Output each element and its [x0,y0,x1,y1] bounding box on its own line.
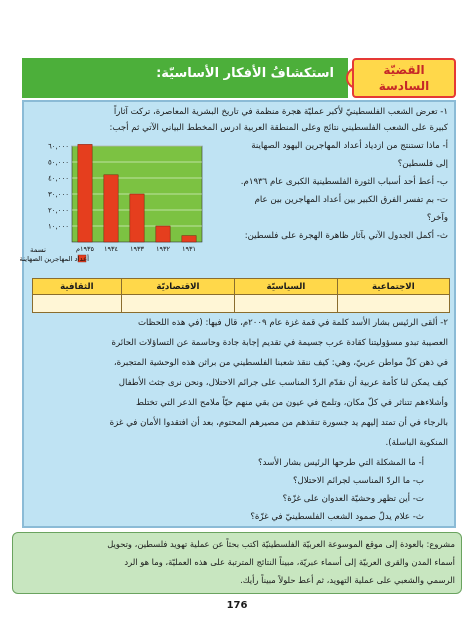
table-cell-political[interactable] [235,295,338,313]
y-tick-label: ٤٠,٠٠٠ [47,174,69,183]
table-cell-social[interactable] [337,295,449,313]
x-tick-label: ١٩٣١ [182,245,196,253]
x-tick-label: ١٩٣٢ [156,245,170,253]
q1-a-line-1: أ- ماذا تستنتج من ازدياد أعداد المهاجرين اليهود الصهاينة [251,141,448,151]
chart-bar [104,175,118,242]
table-header-social: الاجتماعية [337,279,449,295]
q2-d: ث- علام يدلّ صمود الشعب الفلسطينيّ في غزّة؟ [250,512,424,522]
immigration-bar-chart [19,142,206,266]
page-number: 176 [226,600,248,611]
y-tick-label: ٦٠,٠٠٠ [47,142,69,151]
y-tick-label: ٣٠,٠٠٠ [47,190,69,199]
topic-line-1: القضيّة [383,63,425,77]
q1-line-1: ١- تعرض الشعب الفلسطينيّ لأكبر عمليّة هجرة منظمة في تاريخ البشرية المعاصرة، تركت آثاراً [113,107,448,117]
q2-line-2: العصيبة تبدو مسؤوليتنا كقادة عرب جسيمة في تقديم إجابة جادة وحاسمة عن التساؤلات الحائرة [111,338,448,348]
legend-label: أعداد المهاجرين الصهاينة [19,255,89,263]
q2-line-7: المنكوبة الباسلة). [385,438,448,448]
effects-table [32,278,450,313]
q2-b: ب- ما الردّ المناسب لجرائم الاحتلال؟ [292,476,424,486]
q2-line-5: وأشلاءهم تتناثر في كلّ مكان، وتلمح في عيون من بقي منهم حيّاً ملامح الذعر التي تختلط [135,398,448,408]
q2-c: ت- أين تظهر وحشيّة العدوان على غزّة؟ [282,494,424,504]
q1-c-line-1: ت- بم تفسر الفرق الكبير بين أعداد المهاجرين بين عام [254,195,448,205]
project-box [12,532,462,594]
project-line-3: الرسمي والشعبي على عملية التهويد، ثم أعط حلولاً مبيناً رأيك. [240,575,455,585]
project-line-2: أسماء المدن والقرى العربيّة إلى أسماء عبريّة، مبيناً النتائج المترتبة على هذه العمليّة، وما هو الرد [124,557,455,567]
q1-d: ث- أكمل الجدول الآتي بآثار ظاهرة الهجرة على فلسطين: [244,231,448,241]
q1-b: ب- أعط أحد أسباب الثورة الفلسطينية الكبرى عام ١٩٣٦م. [240,177,448,187]
q1-c-line-2: وآخر؟ [426,213,448,223]
y-axis-label: نسمة [30,246,46,254]
q2-line-1: ٢- ألقى الرئيس بشار الأسد كلمة في قمة غزة عام ٢٠٠٩م، قال فيها: (في هذه اللحظات [137,318,448,328]
table-cell-economic[interactable] [121,295,234,313]
lesson-header [22,58,456,98]
x-tick-label: ١٩٣٣ [130,245,144,253]
q1-line-2: كبيرة على الشعب الفلسطيني نتائج وعلى المنطقة العربية ادرس المخطط البياني الآتي ثم أجب: [109,123,448,133]
q2-line-3: في ذهن كلّ مواطن عربيّ، وهي: كيف ننقذ شعبنا الفلسطيني من براثن هذه الوحشية المتجبرة، [113,358,448,368]
chart-bar [182,236,196,242]
table-header-cultural: الثقافية [33,279,122,295]
exercise-panel [19,100,456,528]
y-tick-label: ١٠,٠٠٠ [47,222,69,231]
q2-line-6: بالرجاء في أن تمتد إليهم يد جسورة تنقذهم من مصيرهم المحتوم، بعد أن افتقدوا الأمان في غزة [109,418,448,428]
y-tick-label: ٢٠,٠٠٠ [47,206,69,215]
q2-a: أ- ما المشكلة التي طرحها الرئيس بشار الأسد؟ [258,458,424,468]
chart-bar [130,194,144,242]
q1-a-line-2: إلى فلسطين؟ [397,159,448,169]
topic-line-2: السادسة [378,79,430,93]
table-header-economic: الاقتصاديّة [121,279,234,295]
section-title-bar [22,58,348,98]
chart-bar [156,226,170,242]
q2-line-4: كيف يمكن لنا كأمة عربية أن نقدّم الردّ المناسب على جرائم الاحتلال، ونحن نرى جثث الأطفال [118,378,448,388]
topic-badge [352,58,456,98]
table-header-political: السياسيّة [235,279,338,295]
x-tick-label: ١٩٣٥م [76,245,94,253]
project-line-1: مشروع: بالعودة إلى موقع الموسوعة العربيّة الفلسطينيّة اكتب بحثاً عن عملية تهويد فلسطين، وتحويل [107,539,455,549]
section-title: استكشافُ الأفكار الأساسيّة: [156,66,334,81]
chart-bar [78,144,92,242]
x-tick-label: ١٩٣٤ [104,245,118,253]
y-tick-label: ٥٠,٠٠٠ [47,158,69,167]
table-cell-cultural[interactable] [33,295,122,313]
